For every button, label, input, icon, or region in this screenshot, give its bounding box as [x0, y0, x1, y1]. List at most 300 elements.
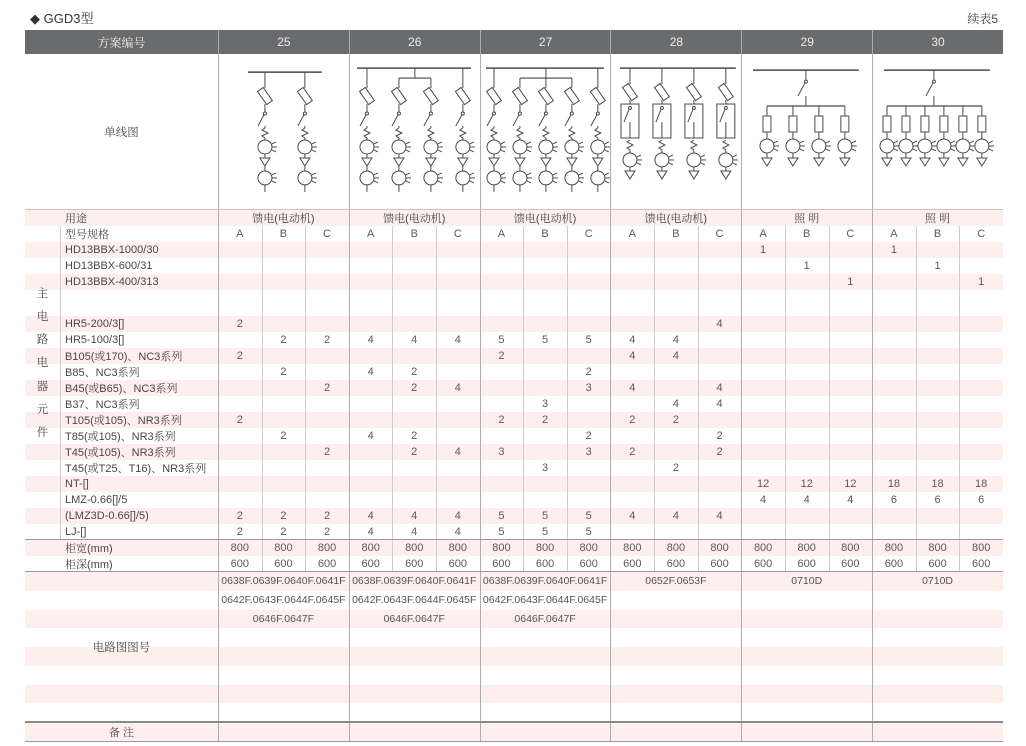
qty-cell: [567, 290, 611, 316]
drawing-number-cell: 0642F.0643F.0644F.0645F: [221, 594, 346, 607]
qty-cell: [262, 412, 306, 428]
qty-cell: [959, 348, 1003, 364]
drawing-number-cell: [480, 666, 611, 685]
qty-cell: [218, 258, 262, 274]
qty-cell: 4: [672, 510, 679, 522]
divider: [25, 571, 1003, 572]
row-label: T85(或105)、NR3系列: [65, 431, 176, 443]
qty-cell: [916, 524, 960, 540]
qty-cell: [349, 348, 393, 364]
qty-cell: [523, 242, 567, 258]
qty-cell: [654, 258, 698, 274]
qty-cell: [741, 380, 785, 396]
qty-cell: [959, 316, 1003, 332]
qty-cell: [349, 242, 393, 258]
single-line-diagram-row: [25, 54, 1003, 210]
drawing-number-cell: [741, 685, 872, 704]
qty-cell: 800: [579, 542, 598, 554]
abc-header-cell: C: [584, 228, 593, 240]
qty-cell: [829, 396, 873, 412]
qty-cell: [916, 290, 960, 316]
qty-cell: 800: [753, 542, 773, 554]
scheme-number: 26: [349, 30, 480, 54]
drawing-number-cell: [610, 703, 741, 722]
qty-cell: [959, 508, 1003, 524]
qty-cell: [523, 476, 567, 492]
qty-cell: 2: [629, 446, 636, 458]
qty-cell: [392, 258, 436, 274]
drawing-number-cell: 0710D: [791, 575, 823, 588]
drawing-number-cell: [610, 647, 741, 666]
qty-cell: [916, 396, 960, 412]
qty-cell: [785, 316, 829, 332]
divider: [916, 226, 917, 572]
drawing-number-cell: [872, 666, 1003, 685]
qty-cell: [392, 412, 436, 428]
usage-cell: 馈电(电动机): [644, 213, 708, 225]
qty-cell: 18: [931, 478, 944, 490]
qty-cell: [436, 492, 480, 508]
qty-cell: [959, 444, 1003, 460]
qty-cell: [654, 274, 698, 290]
qty-cell: [349, 396, 393, 412]
drawing-number-cell: [872, 647, 1003, 666]
qty-cell: 2: [411, 446, 418, 458]
qty-cell: [785, 396, 829, 412]
drawing-number-cell: [872, 703, 1003, 722]
drawing-number-cell: [610, 610, 741, 629]
qty-cell: 12: [756, 478, 770, 490]
qty-cell: [741, 460, 785, 476]
single-line-diagram-25: [218, 54, 349, 210]
component-row: [25, 396, 1003, 412]
qty-cell: [305, 258, 349, 274]
qty-cell: 4: [411, 526, 418, 538]
continuation-label: 续表5: [967, 12, 998, 26]
qty-cell: 6: [978, 494, 985, 506]
qty-cell: 2: [280, 526, 287, 538]
component-row: [25, 380, 1003, 396]
qty-cell: 600: [448, 558, 468, 570]
drawing-number-cell: 0646F.0647F: [383, 612, 445, 625]
qty-cell: 2: [672, 414, 679, 426]
remarks-cell: [610, 722, 741, 742]
qty-cell: [218, 476, 262, 492]
qty-cell: 2: [236, 526, 243, 538]
component-row: [25, 508, 1003, 524]
qty-cell: [654, 476, 698, 492]
qty-cell: [654, 524, 698, 540]
divider: [829, 226, 830, 572]
qty-cell: [785, 242, 829, 258]
qty-cell: 3: [498, 446, 505, 458]
qty-cell: [436, 290, 480, 316]
drawing-number-cell: [349, 703, 480, 722]
divider: [25, 721, 1003, 723]
row-label: 柜宽(mm): [65, 543, 113, 555]
row-label: B105(或170)、NC3系列: [65, 351, 183, 363]
qty-cell: 800: [928, 542, 947, 554]
qty-cell: [349, 258, 393, 274]
qty-cell: [567, 476, 611, 492]
qty-cell: 800: [492, 542, 511, 554]
qty-cell: [785, 444, 829, 460]
qty-cell: 800: [666, 542, 686, 554]
qty-cell: 5: [498, 526, 505, 538]
qty-cell: 4: [367, 510, 374, 522]
remarks-cell: [349, 722, 480, 742]
abc-header-cell: B: [933, 228, 942, 240]
qty-cell: [480, 428, 524, 444]
divider: [25, 741, 1003, 742]
qty-cell: [829, 460, 873, 476]
component-row: [25, 476, 1003, 492]
abc-header-cell: B: [803, 228, 811, 240]
qty-cell: [349, 492, 393, 508]
qty-cell: 600: [579, 558, 598, 570]
qty-cell: [916, 274, 960, 290]
side-label-char: 电: [36, 311, 49, 324]
qty-cell: [654, 428, 698, 444]
qty-cell: [567, 242, 611, 258]
divider: [785, 226, 786, 572]
row-label: HD13BBX-400/313: [65, 276, 159, 288]
qty-cell: [480, 460, 524, 476]
row-label: LJ-[]: [65, 526, 87, 538]
qty-cell: [436, 396, 480, 412]
qty-cell: [349, 444, 393, 460]
divider: [305, 226, 306, 572]
qty-cell: 800: [405, 542, 424, 554]
qty-cell: 5: [542, 334, 549, 346]
drawing-number-cell: [872, 685, 1003, 704]
row-label: NT-[]: [65, 478, 89, 490]
title-bar: [0, 0, 1026, 30]
qty-cell: 2: [411, 382, 418, 394]
qty-cell: [480, 492, 524, 508]
drawing-number-cell: [741, 628, 872, 647]
qty-cell: [436, 242, 480, 258]
qty-cell: [305, 242, 349, 258]
qty-cell: [610, 242, 654, 258]
qty-cell: [262, 492, 306, 508]
qty-cell: [916, 444, 960, 460]
qty-cell: [349, 412, 393, 428]
qty-cell: [218, 290, 262, 316]
abc-header-cell: B: [672, 228, 680, 240]
component-row: [25, 444, 1003, 460]
qty-cell: [436, 412, 480, 428]
qty-cell: 600: [405, 558, 424, 570]
qty-cell: [610, 258, 654, 274]
qty-cell: 4: [672, 398, 679, 410]
drawing-number-cell: [480, 628, 611, 647]
side-label-char: 件: [36, 426, 49, 439]
drawing-number-cell: [218, 666, 349, 685]
qty-cell: 2: [323, 446, 331, 458]
qty-cell: 2: [323, 334, 331, 346]
qty-cell: 800: [535, 542, 555, 554]
qty-cell: [872, 396, 916, 412]
qty-cell: 3: [542, 462, 549, 474]
diagram-row-label: 单线图: [104, 127, 139, 139]
drawing-number-cell: 0642F.0643F.0644F.0645F: [482, 594, 608, 607]
qty-cell: [829, 428, 873, 444]
qty-cell: [959, 332, 1003, 348]
qty-cell: [305, 460, 349, 476]
qty-cell: [567, 316, 611, 332]
qty-cell: [698, 348, 742, 364]
abc-header-cell: C: [453, 228, 462, 240]
component-row: [25, 492, 1003, 508]
drawing-number-cell: [872, 628, 1003, 647]
qty-cell: 5: [542, 526, 549, 538]
qty-cell: 600: [884, 558, 904, 570]
usage-cell: 馈电(电动机): [513, 213, 577, 225]
qty-cell: [436, 428, 480, 444]
qty-cell: [262, 316, 306, 332]
divider: [654, 226, 655, 572]
drawing-number-cell: 0646F.0647F: [252, 612, 315, 625]
qty-cell: 800: [797, 542, 816, 554]
qty-cell: [872, 412, 916, 428]
qty-cell: [785, 274, 829, 290]
qty-cell: 800: [971, 542, 991, 554]
qty-cell: [392, 316, 436, 332]
divider: [480, 30, 481, 742]
qty-cell: 2: [280, 334, 287, 346]
qty-cell: 800: [274, 542, 293, 554]
qty-cell: 4: [716, 318, 723, 330]
drawing-number-cell: [349, 666, 480, 685]
qty-cell: 600: [797, 558, 816, 570]
qty-cell: [698, 460, 742, 476]
qty-cell: [872, 428, 916, 444]
row-label: T105(或105)、NR3系列: [65, 415, 182, 427]
qty-cell: 5: [585, 510, 592, 522]
qty-cell: [610, 316, 654, 332]
qty-cell: 2: [672, 462, 679, 474]
qty-cell: [959, 242, 1003, 258]
scheme-number: 27: [480, 30, 611, 54]
qty-cell: [218, 492, 262, 508]
divider: [60, 226, 61, 540]
qty-cell: [523, 380, 567, 396]
qty-cell: 600: [623, 558, 642, 570]
qty-cell: [741, 524, 785, 540]
qty-cell: [829, 364, 873, 380]
usage-row: [25, 210, 1003, 226]
qty-cell: [785, 380, 829, 396]
qty-cell: [829, 524, 873, 540]
drawing-number-cell: [349, 628, 480, 647]
qty-cell: [567, 492, 611, 508]
qty-cell: [349, 476, 393, 492]
qty-cell: [218, 332, 262, 348]
component-row: [25, 364, 1003, 380]
qty-cell: 4: [367, 366, 374, 378]
spec-table: [25, 30, 1003, 742]
row-label: T45(或T25、T16)、NR3系列: [65, 463, 207, 475]
drawing-number-cell: [218, 685, 349, 704]
qty-cell: 1: [803, 260, 810, 272]
qty-cell: [305, 476, 349, 492]
qty-cell: 800: [361, 542, 380, 554]
qty-cell: [785, 290, 829, 316]
divider: [610, 30, 611, 742]
side-label-char: 路: [36, 334, 49, 347]
qty-cell: [785, 460, 829, 476]
abc-header-cell: B: [279, 228, 288, 240]
qty-cell: 2: [280, 366, 287, 378]
qty-cell: [698, 476, 742, 492]
qty-cell: [262, 242, 306, 258]
qty-cell: 1: [978, 276, 985, 288]
qty-cell: 4: [454, 334, 461, 346]
qty-cell: [480, 380, 524, 396]
qty-cell: 2: [280, 510, 287, 522]
qty-cell: 2: [585, 430, 592, 442]
qty-cell: [392, 476, 436, 492]
qty-cell: [654, 364, 698, 380]
qty-cell: [916, 364, 960, 380]
qty-cell: 18: [975, 478, 988, 490]
usage-cell: 馈电(电动机): [252, 213, 315, 225]
drawing-number-cell: [872, 591, 1003, 610]
row-label: HD13BBX-1000/30: [65, 244, 159, 256]
qty-cell: 2: [236, 414, 243, 426]
qty-cell: 2: [236, 318, 243, 330]
qty-cell: 600: [361, 558, 380, 570]
qty-cell: [785, 428, 829, 444]
scheme-number: 28: [610, 30, 741, 54]
divider: [349, 30, 350, 742]
qty-cell: [523, 258, 567, 274]
qty-cell: [262, 476, 306, 492]
qty-cell: [872, 290, 916, 316]
qty-cell: 800: [317, 542, 337, 554]
qty-cell: [262, 348, 306, 364]
qty-cell: 600: [841, 558, 860, 570]
qty-cell: [698, 492, 742, 508]
qty-cell: 600: [710, 558, 729, 570]
qty-cell: [872, 508, 916, 524]
qty-cell: [741, 444, 785, 460]
qty-cell: 6: [890, 494, 897, 506]
qty-cell: 4: [629, 382, 636, 394]
qty-cell: 2: [323, 526, 331, 538]
qty-cell: [305, 428, 349, 444]
remarks-cell: [218, 722, 349, 742]
qty-cell: [523, 364, 567, 380]
qty-cell: 2: [716, 430, 723, 442]
qty-cell: [916, 316, 960, 332]
scheme-number-header: 方案编号: [97, 35, 146, 50]
qty-cell: [436, 316, 480, 332]
qty-cell: 4: [454, 446, 461, 458]
abc-header-cell: A: [890, 228, 898, 240]
qty-cell: [959, 524, 1003, 540]
side-label-char: 主: [36, 288, 49, 300]
qty-cell: 5: [498, 334, 505, 346]
qty-cell: 6: [934, 494, 941, 506]
scheme-number: 29: [741, 30, 872, 54]
qty-cell: 12: [844, 478, 857, 490]
component-row: [25, 524, 1003, 540]
qty-cell: 2: [411, 430, 418, 442]
qty-cell: 2: [236, 350, 243, 362]
qty-cell: [523, 274, 567, 290]
qty-cell: [480, 316, 524, 332]
qty-cell: 4: [716, 382, 723, 394]
qty-cell: [567, 258, 611, 274]
qty-cell: [916, 242, 960, 258]
abc-header-cell: A: [628, 228, 636, 240]
drawing-number-cell: [741, 610, 872, 629]
qty-cell: [262, 444, 306, 460]
qty-cell: 600: [928, 558, 947, 570]
abc-header-cell: C: [715, 228, 724, 240]
qty-cell: 1: [847, 276, 854, 288]
qty-cell: 2: [236, 510, 243, 522]
remarks-row: [25, 722, 1003, 742]
qty-cell: [916, 332, 960, 348]
component-row: [25, 460, 1003, 476]
drawing-number-cell: [218, 628, 349, 647]
qty-cell: [959, 396, 1003, 412]
qty-cell: 800: [884, 542, 904, 554]
component-row: [25, 428, 1003, 444]
qty-cell: [523, 444, 567, 460]
abc-header-cell: A: [497, 228, 506, 240]
qty-cell: [698, 412, 742, 428]
qty-cell: [785, 524, 829, 540]
qty-cell: [785, 412, 829, 428]
remarks-cell: [872, 722, 1003, 742]
drawing-number-cell: [349, 685, 480, 704]
qty-cell: 4: [629, 350, 636, 362]
qty-cell: [829, 258, 873, 274]
row-label: 柜深(mm): [65, 559, 113, 571]
divider: [523, 226, 524, 572]
divider: [218, 30, 219, 742]
qty-cell: 1: [890, 244, 897, 256]
drawing-number-cell: [741, 666, 872, 685]
qty-cell: [349, 290, 393, 316]
qty-cell: [741, 396, 785, 412]
row-label: 型号规格: [65, 229, 109, 241]
qty-cell: [305, 412, 349, 428]
qty-cell: [916, 428, 960, 444]
qty-cell: 1: [760, 244, 767, 256]
qty-cell: [698, 274, 742, 290]
drawing-number-cell: [480, 685, 611, 704]
qty-cell: 800: [230, 542, 249, 554]
drawing-number-cell: [741, 591, 872, 610]
qty-cell: [262, 396, 306, 412]
remarks-cell: [741, 722, 872, 742]
qty-cell: [698, 524, 742, 540]
usage-cell: 照 明: [925, 213, 951, 225]
qty-cell: [872, 524, 916, 540]
qty-cell: [959, 258, 1003, 274]
qty-cell: [741, 258, 785, 274]
qty-cell: [916, 412, 960, 428]
qty-cell: [959, 380, 1003, 396]
qty-cell: [654, 316, 698, 332]
qty-cell: [654, 290, 698, 316]
qty-cell: [829, 242, 873, 258]
